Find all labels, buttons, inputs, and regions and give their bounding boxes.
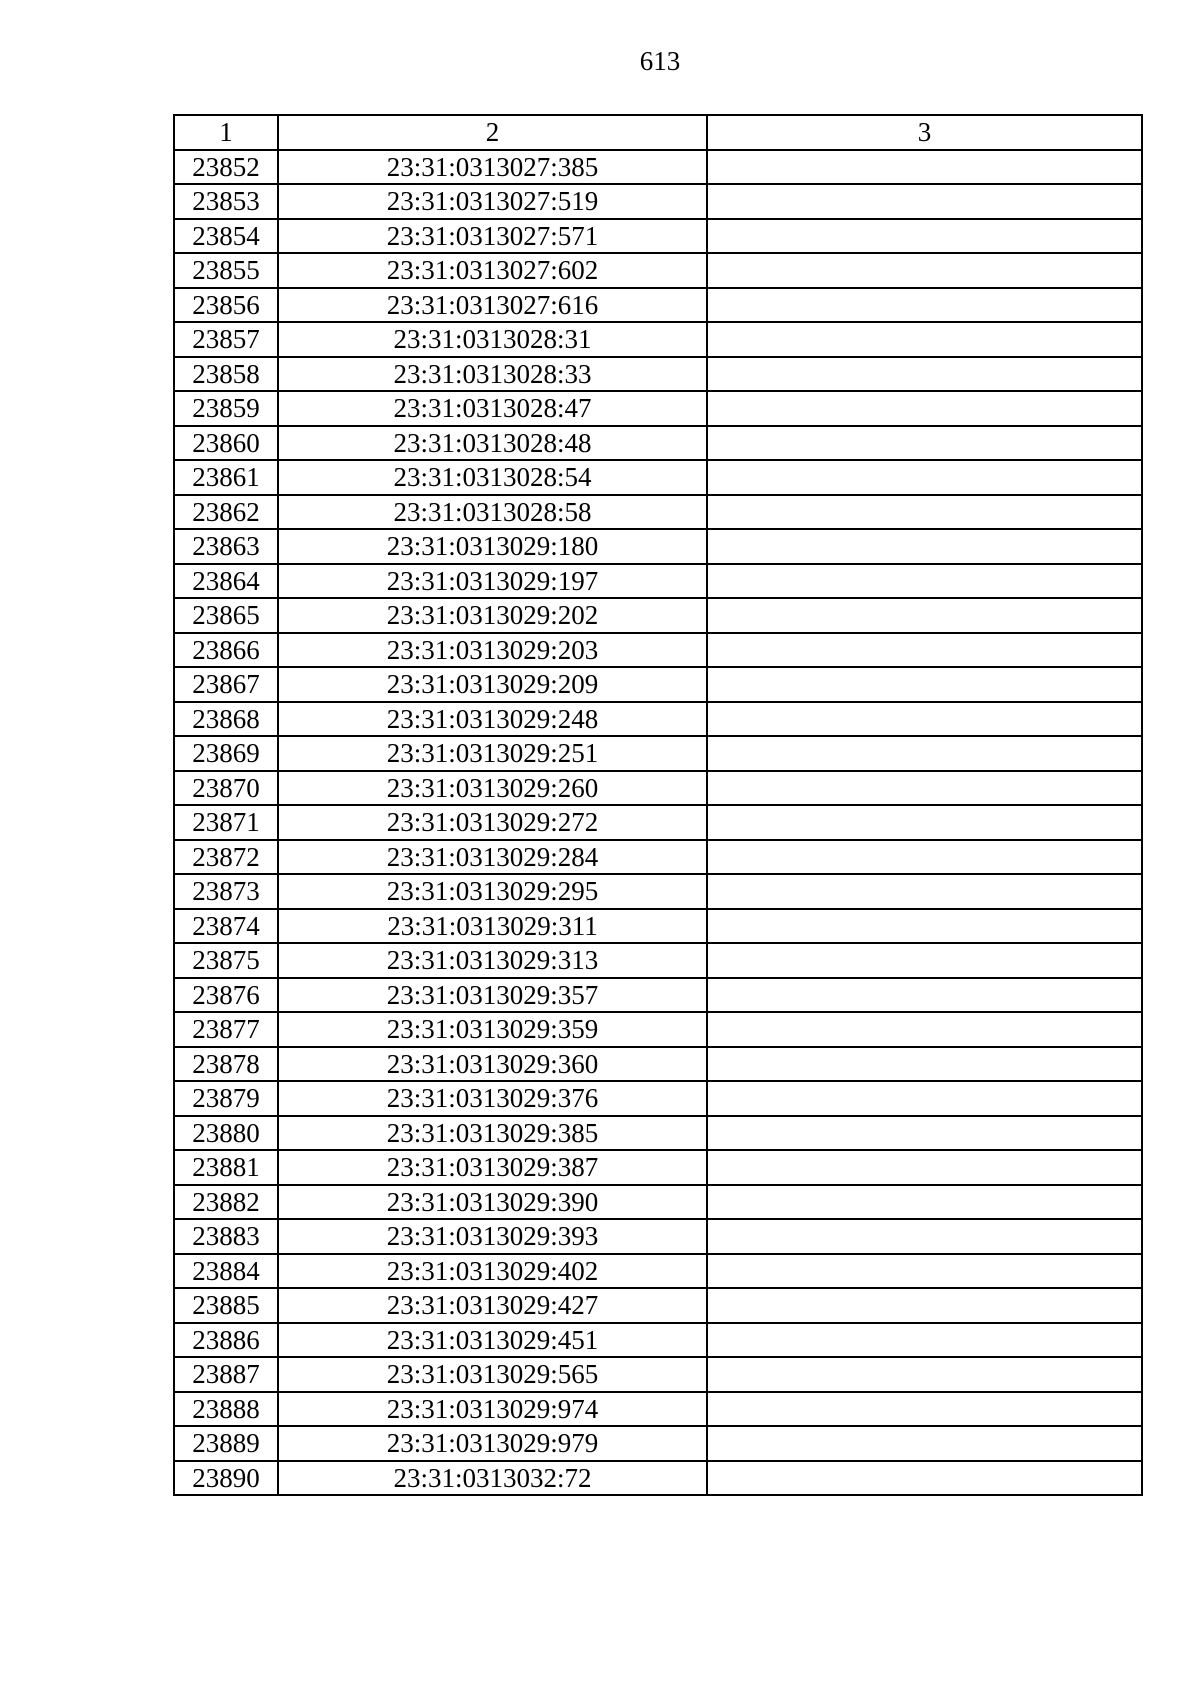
cadastral-number-cell: 23:31:0313027:616 xyxy=(278,288,707,323)
row-number-cell: 23871 xyxy=(174,805,278,840)
table-row xyxy=(174,1323,1142,1358)
table-row xyxy=(174,1254,1142,1289)
table-row xyxy=(174,1461,1142,1496)
row-number-cell: 23886 xyxy=(174,1323,278,1358)
table-row xyxy=(174,564,1142,599)
table-row xyxy=(174,391,1142,426)
note-cell xyxy=(707,391,1142,426)
row-number-cell: 23866 xyxy=(174,633,278,668)
note-cell xyxy=(707,771,1142,806)
row-number-cell: 23864 xyxy=(174,564,278,599)
row-number-cell: 23874 xyxy=(174,909,278,944)
row-number-cell: 23890 xyxy=(174,1461,278,1496)
cadastral-number-cell: 23:31:0313029:979 xyxy=(278,1426,707,1461)
table-row xyxy=(174,1116,1142,1151)
table-row xyxy=(174,460,1142,495)
cadastral-number-cell: 23:31:0313028:31 xyxy=(278,322,707,357)
table-row xyxy=(174,1185,1142,1220)
cadastral-number-cell: 23:31:0313029:203 xyxy=(278,633,707,668)
cadastral-number-cell: 23:31:0313029:974 xyxy=(278,1392,707,1427)
column-header-1: 1 xyxy=(174,115,278,150)
table-row xyxy=(174,1012,1142,1047)
table-row xyxy=(174,529,1142,564)
row-number-cell: 23880 xyxy=(174,1116,278,1151)
table-row xyxy=(174,1219,1142,1254)
note-cell xyxy=(707,1012,1142,1047)
note-cell xyxy=(707,840,1142,875)
table-row xyxy=(174,805,1142,840)
cadastral-number-cell: 23:31:0313028:54 xyxy=(278,460,707,495)
table-row xyxy=(174,1288,1142,1323)
note-cell xyxy=(707,1254,1142,1289)
column-header-3: 3 xyxy=(707,115,1142,150)
row-number-cell: 23877 xyxy=(174,1012,278,1047)
row-number-cell: 23887 xyxy=(174,1357,278,1392)
table-row xyxy=(174,1150,1142,1185)
note-cell xyxy=(707,874,1142,909)
table-row xyxy=(174,1081,1142,1116)
note-cell xyxy=(707,219,1142,254)
note-cell xyxy=(707,1392,1142,1427)
table-row xyxy=(174,1392,1142,1427)
note-cell xyxy=(707,702,1142,737)
row-number-cell: 23861 xyxy=(174,460,278,495)
row-number-cell: 23859 xyxy=(174,391,278,426)
cadastral-number-cell: 23:31:0313029:360 xyxy=(278,1047,707,1082)
table-row xyxy=(174,840,1142,875)
note-cell xyxy=(707,633,1142,668)
note-cell xyxy=(707,909,1142,944)
table-header xyxy=(174,115,1142,150)
row-number-cell: 23863 xyxy=(174,529,278,564)
table-row xyxy=(174,909,1142,944)
note-cell xyxy=(707,150,1142,185)
table-row xyxy=(174,357,1142,392)
row-number-cell: 23857 xyxy=(174,322,278,357)
cadastral-number-cell: 23:31:0313028:33 xyxy=(278,357,707,392)
note-cell xyxy=(707,978,1142,1013)
cadastral-number-cell: 23:31:0313027:602 xyxy=(278,253,707,288)
row-number-cell: 23879 xyxy=(174,1081,278,1116)
table-row xyxy=(174,736,1142,771)
table-row xyxy=(174,150,1142,185)
cadastral-number-cell: 23:31:0313029:393 xyxy=(278,1219,707,1254)
cadastral-number-cell: 23:31:0313029:248 xyxy=(278,702,707,737)
table-row xyxy=(174,1426,1142,1461)
note-cell xyxy=(707,598,1142,633)
cadastral-number-cell: 23:31:0313029:251 xyxy=(278,736,707,771)
table-row xyxy=(174,978,1142,1013)
row-number-cell: 23889 xyxy=(174,1426,278,1461)
table-row xyxy=(174,943,1142,978)
table-row xyxy=(174,633,1142,668)
cadastral-number-cell: 23:31:0313029:284 xyxy=(278,840,707,875)
row-number-cell: 23862 xyxy=(174,495,278,530)
note-cell xyxy=(707,943,1142,978)
row-number-cell: 23860 xyxy=(174,426,278,461)
row-number-cell: 23870 xyxy=(174,771,278,806)
column-header-2: 2 xyxy=(278,115,707,150)
cadastral-number-cell: 23:31:0313029:451 xyxy=(278,1323,707,1358)
note-cell xyxy=(707,1323,1142,1358)
cadastral-number-cell: 23:31:0313029:209 xyxy=(278,667,707,702)
cadastral-number-cell: 23:31:0313027:571 xyxy=(278,219,707,254)
row-number-cell: 23875 xyxy=(174,943,278,978)
row-number-cell: 23878 xyxy=(174,1047,278,1082)
note-cell xyxy=(707,529,1142,564)
cadastral-number-cell: 23:31:0313029:427 xyxy=(278,1288,707,1323)
row-number-cell: 23872 xyxy=(174,840,278,875)
table-row xyxy=(174,288,1142,323)
cadastral-number-cell: 23:31:0313029:402 xyxy=(278,1254,707,1289)
note-cell xyxy=(707,253,1142,288)
row-number-cell: 23888 xyxy=(174,1392,278,1427)
note-cell xyxy=(707,736,1142,771)
row-number-cell: 23854 xyxy=(174,219,278,254)
note-cell xyxy=(707,1461,1142,1496)
cadastral-number-cell: 23:31:0313032:72 xyxy=(278,1461,707,1496)
row-number-cell: 23868 xyxy=(174,702,278,737)
note-cell xyxy=(707,805,1142,840)
note-cell xyxy=(707,564,1142,599)
row-number-cell: 23869 xyxy=(174,736,278,771)
table-row xyxy=(174,495,1142,530)
cadastral-number-cell: 23:31:0313029:197 xyxy=(278,564,707,599)
table-row xyxy=(174,1047,1142,1082)
header-row xyxy=(174,115,1142,150)
note-cell xyxy=(707,288,1142,323)
cadastral-number-cell: 23:31:0313028:47 xyxy=(278,391,707,426)
registry-table xyxy=(173,114,1143,1496)
note-cell xyxy=(707,1288,1142,1323)
note-cell xyxy=(707,1185,1142,1220)
note-cell xyxy=(707,184,1142,219)
cadastral-number-cell: 23:31:0313029:202 xyxy=(278,598,707,633)
row-number-cell: 23885 xyxy=(174,1288,278,1323)
cadastral-number-cell: 23:31:0313028:48 xyxy=(278,426,707,461)
row-number-cell: 23855 xyxy=(174,253,278,288)
row-number-cell: 23883 xyxy=(174,1219,278,1254)
table-row xyxy=(174,598,1142,633)
cadastral-number-cell: 23:31:0313029:385 xyxy=(278,1116,707,1151)
note-cell xyxy=(707,1426,1142,1461)
table-row xyxy=(174,219,1142,254)
note-cell xyxy=(707,426,1142,461)
table-row xyxy=(174,771,1142,806)
note-cell xyxy=(707,322,1142,357)
cadastral-number-cell: 23:31:0313029:359 xyxy=(278,1012,707,1047)
cadastral-number-cell: 23:31:0313029:376 xyxy=(278,1081,707,1116)
cadastral-number-cell: 23:31:0313028:58 xyxy=(278,495,707,530)
table-row xyxy=(174,184,1142,219)
table-row xyxy=(174,253,1142,288)
row-number-cell: 23876 xyxy=(174,978,278,1013)
cadastral-number-cell: 23:31:0313029:311 xyxy=(278,909,707,944)
note-cell xyxy=(707,1081,1142,1116)
table-row xyxy=(174,667,1142,702)
row-number-cell: 23881 xyxy=(174,1150,278,1185)
cadastral-number-cell: 23:31:0313029:260 xyxy=(278,771,707,806)
row-number-cell: 23856 xyxy=(174,288,278,323)
row-number-cell: 23852 xyxy=(174,150,278,185)
row-number-cell: 23858 xyxy=(174,357,278,392)
cadastral-number-cell: 23:31:0313029:272 xyxy=(278,805,707,840)
cadastral-number-cell: 23:31:0313029:295 xyxy=(278,874,707,909)
table-row xyxy=(174,426,1142,461)
note-cell xyxy=(707,1219,1142,1254)
table-row xyxy=(174,702,1142,737)
note-cell xyxy=(707,1047,1142,1082)
table-row xyxy=(174,322,1142,357)
row-number-cell: 23882 xyxy=(174,1185,278,1220)
cadastral-number-cell: 23:31:0313027:519 xyxy=(278,184,707,219)
row-number-cell: 23867 xyxy=(174,667,278,702)
page-number: 613 xyxy=(639,46,681,76)
table-row xyxy=(174,1357,1142,1392)
note-cell xyxy=(707,1150,1142,1185)
note-cell xyxy=(707,357,1142,392)
table-row xyxy=(174,874,1142,909)
cadastral-number-cell: 23:31:0313029:357 xyxy=(278,978,707,1013)
note-cell xyxy=(707,1116,1142,1151)
cadastral-number-cell: 23:31:0313029:313 xyxy=(278,943,707,978)
row-number-cell: 23853 xyxy=(174,184,278,219)
note-cell xyxy=(707,495,1142,530)
note-cell xyxy=(707,1357,1142,1392)
note-cell xyxy=(707,460,1142,495)
note-cell xyxy=(707,667,1142,702)
cadastral-number-cell: 23:31:0313029:390 xyxy=(278,1185,707,1220)
cadastral-number-cell: 23:31:0313029:565 xyxy=(278,1357,707,1392)
cadastral-number-cell: 23:31:0313027:385 xyxy=(278,150,707,185)
cadastral-number-cell: 23:31:0313029:180 xyxy=(278,529,707,564)
table-body xyxy=(174,150,1142,1496)
row-number-cell: 23884 xyxy=(174,1254,278,1289)
cadastral-number-cell: 23:31:0313029:387 xyxy=(278,1150,707,1185)
row-number-cell: 23865 xyxy=(174,598,278,633)
row-number-cell: 23873 xyxy=(174,874,278,909)
